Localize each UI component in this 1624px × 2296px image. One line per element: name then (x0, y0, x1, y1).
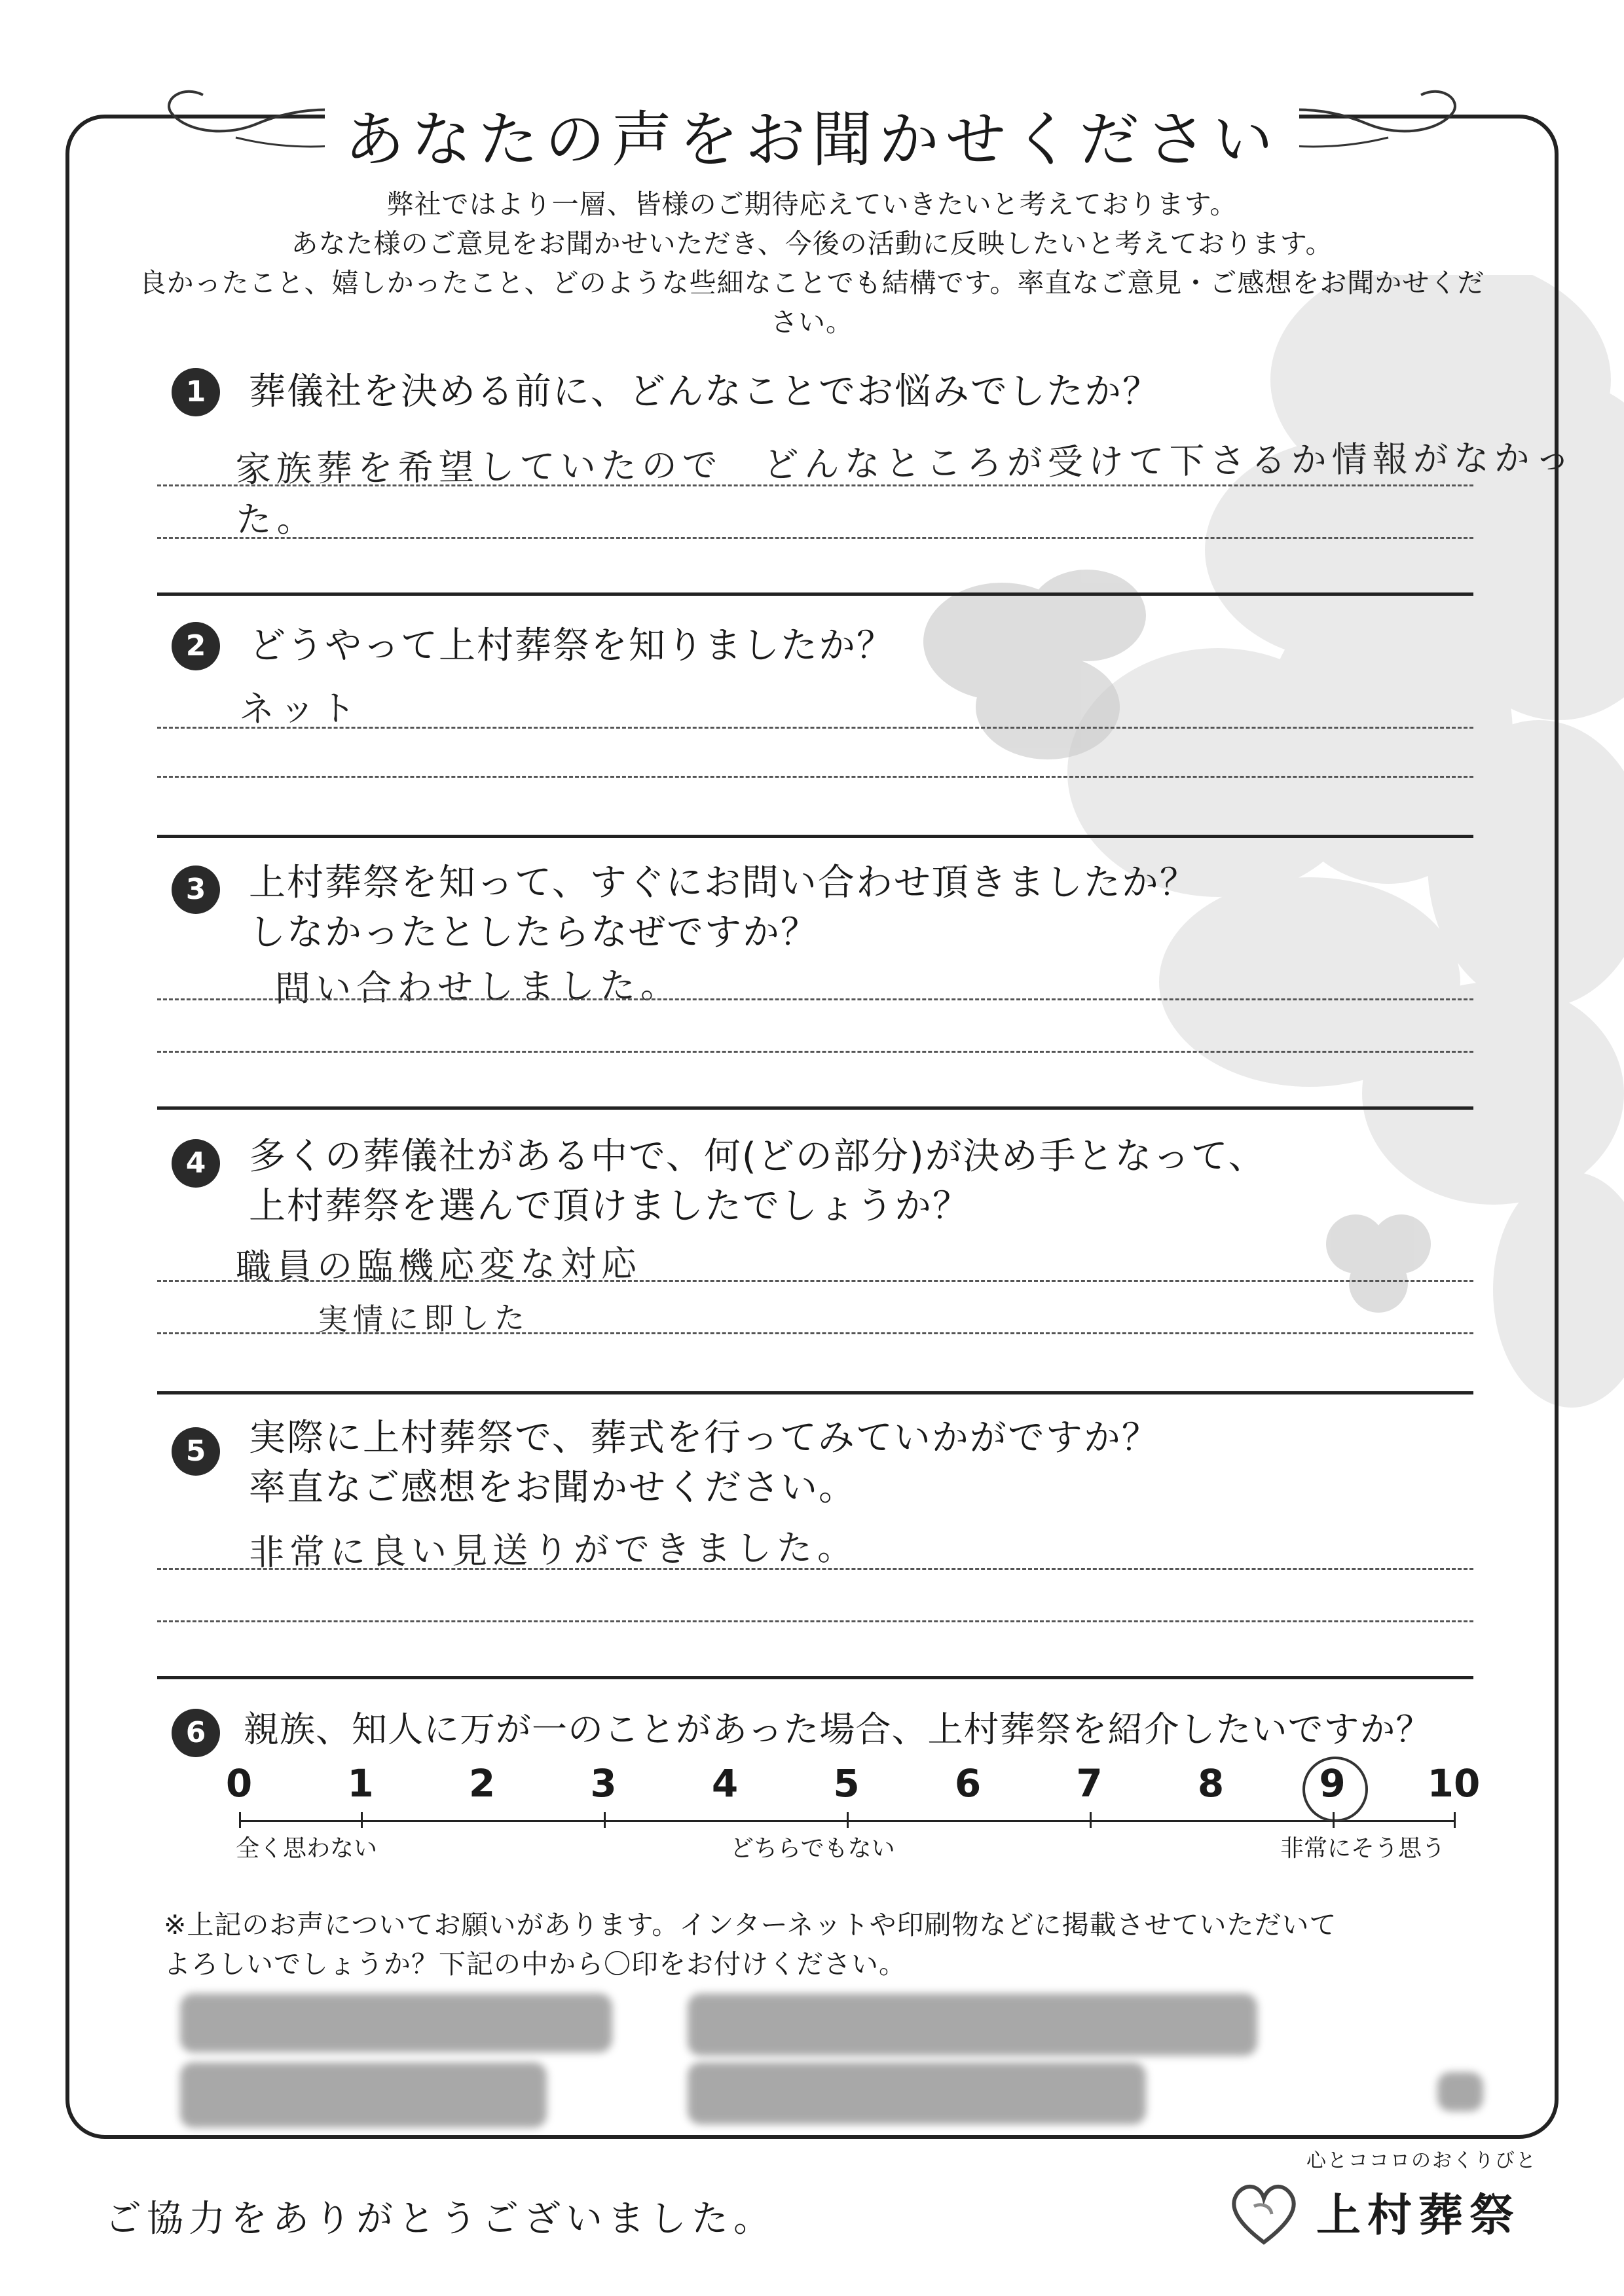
redacted-block (180, 2062, 547, 2128)
scale-number-6: 6 (954, 1761, 982, 1806)
scale-tick (1454, 1812, 1456, 1828)
publication-note-line-1: ※上記のお声についてお願いがあります。インターネットや印刷物などに掲載させていただいて (164, 1909, 1337, 1941)
publication-note-line-2: よろしいでしょうか？下記の中から〇印をお付けください。 (164, 1948, 906, 1980)
logo-name: 上村葬祭 (1316, 2190, 1521, 2242)
scale-number-10: 10 (1427, 1761, 1481, 1806)
question-number-4: 4 (172, 1139, 220, 1188)
question-5-text-line-1: 実際に上村葬祭で、葬式を行ってみていかがですか？ (249, 1417, 1160, 1459)
redacted-block (1437, 2072, 1483, 2111)
scale-tick (239, 1812, 241, 1828)
question-number-2: 2 (172, 622, 220, 670)
answer-line (157, 1568, 1473, 1570)
question-5-text-line-2: 率直なご感想をお聞かせください。 (249, 1467, 857, 1509)
answer-line (157, 727, 1473, 729)
section-divider (157, 1391, 1473, 1394)
thanks-message: ご協力をありがとうございました。 (105, 2198, 775, 2240)
question-3-text-line-1: 上村葬祭を知って、すぐにお問い合わせ頂きましたか？ (249, 862, 1198, 904)
scale-number-4: 4 (711, 1761, 739, 1806)
scale-number-3: 3 (590, 1761, 617, 1806)
question-number-3: 3 (172, 866, 220, 914)
redacted-block (688, 2062, 1146, 2124)
scale-label-low: 全く思わない (236, 1835, 378, 1862)
scale-tick (847, 1812, 849, 1828)
section-divider (157, 592, 1473, 596)
scale-number-1: 1 (347, 1761, 374, 1806)
scale-label-high: 非常にそう思う (1280, 1835, 1446, 1862)
question-3-text-line-2: しなかったとしたらなぜですか？ (249, 911, 819, 954)
heart-logo-icon (1225, 2174, 1303, 2252)
page-title: あなたの声をお聞かせください (0, 92, 1624, 178)
section-divider (157, 1676, 1473, 1679)
answer-line (157, 1051, 1473, 1053)
scale-number-8: 8 (1197, 1761, 1225, 1806)
answer-line (157, 1620, 1473, 1622)
answer-line (157, 998, 1473, 1000)
scale-tick (1090, 1812, 1092, 1828)
redacted-block (180, 1994, 612, 2052)
question-number-1: 1 (172, 368, 220, 416)
answer-line (157, 776, 1473, 778)
scale-number-5: 5 (833, 1761, 860, 1806)
scale-number-2: 2 (468, 1761, 496, 1806)
scale-number-7: 7 (1076, 1761, 1103, 1806)
scale-number-9: 9 (1319, 1761, 1346, 1806)
answer-line (157, 1332, 1473, 1334)
scale-number-0: 0 (225, 1761, 253, 1806)
answer-2: ネット (238, 687, 361, 730)
answer-line (157, 1280, 1473, 1282)
intro-line-1: 弊社ではより一層、皆様のご期待応えていきたいと考えております。 (386, 189, 1238, 220)
answer-3: 問い合わせしました。 (274, 964, 682, 1010)
answer-line (157, 537, 1473, 539)
question-4-text-line-1: 多くの葬儀社がある中で、何(どの部分)が決め手となって、 (249, 1135, 1266, 1178)
question-2-text: どうやって上村葬祭を知りましたか？ (249, 625, 895, 667)
answer-4-line-1: 職員の臨機応変な対応 (235, 1243, 642, 1288)
intro-line-2: あなた様のご意見をお聞かせいただき、今後の活動に反映したいと考えております。 (291, 228, 1333, 259)
question-6-text: 親族、知人に万が一のことがあった場合、上村葬祭を紹介したいですか？ (244, 1709, 1432, 1750)
intro-line-3: 良かったこと、嬉しかったこと、どのような些細なことでも結構です。率直なご意見・ご感想をお聞かせください。 (139, 267, 1485, 338)
section-divider (157, 835, 1473, 838)
scale-label-mid: どちらでもない (730, 1835, 895, 1862)
answer-line (157, 484, 1473, 486)
question-4-text-line-2: 上村葬祭を選んで頂けましたでしょうか？ (249, 1185, 970, 1228)
section-divider (157, 1106, 1473, 1110)
scale-tick (1333, 1812, 1335, 1828)
answer-5: 非常に良い見送りができました。 (248, 1526, 858, 1574)
scale-tick (361, 1812, 363, 1828)
answer-1: 家族葬を希望していたので どんなところが受けて下さるか情報がなかった。 (235, 437, 1576, 541)
redacted-block (688, 1994, 1257, 2056)
question-number-5: 5 (172, 1427, 220, 1476)
question-1-text: 葬儀社を決める前に、どんなことでお悩みでしたか？ (249, 371, 1160, 413)
logo-tagline: 心とココロのおくりびと (1306, 2149, 1537, 2172)
scale-tick (604, 1812, 606, 1828)
answer-4-insertion: 実情に即した (317, 1300, 530, 1338)
question-number-6: 6 (172, 1709, 220, 1757)
